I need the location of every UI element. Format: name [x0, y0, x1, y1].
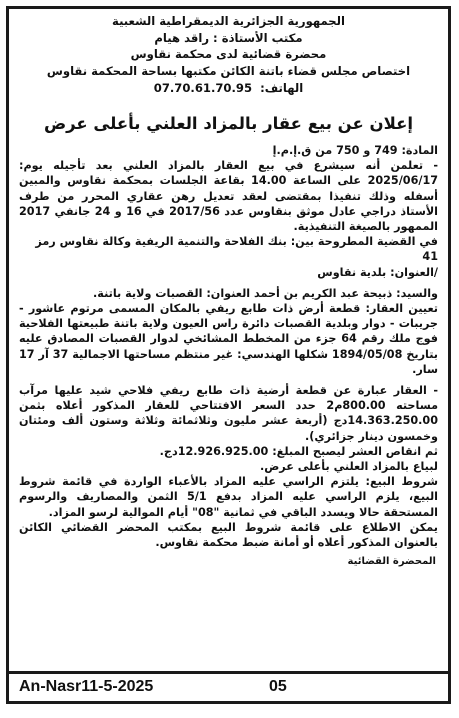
header-jurisdiction: اختصاص مجلس قضاء باتنة الكائن مكتبها بساحة المحكمة نقاوس	[46, 63, 411, 78]
announcement-body	[9, 9, 448, 569]
announcement-page	[6, 6, 451, 704]
property-description: تعيين العقار: قطعة أرض ذات طابع ريفي بالمكان المسمى مرتوم عاشور - جريبات - دوار وبلدية القصبات دائرة راس العيون ولاية باتنة طبيعتها الفلاحية فوج ملك رقم 64 جزء من المخطط المشائخي لدوار القصبات المصادق عليه بتاريخ 1894/05/08 شكلها الهندسي: غير منتظم مساحتها الاجمالية 37 آر 17 سار.	[19, 302, 438, 376]
header-bailiff: محضرة قضائية لدى محكمة نقاوس	[130, 47, 327, 62]
page-number: 05	[269, 678, 287, 695]
signature: المحضرة القضائية	[347, 556, 436, 568]
sale-mode-line: لبياع بالمزاد العلني بأعلى عرض.	[259, 460, 438, 474]
header-office: مكتب الأستاذة : راقد هيام	[154, 30, 303, 45]
phone-number: 07.70.61.70.95	[153, 81, 253, 96]
case-parties: في القضية المطروحة بين: بنك الفلاحة والتنمية الريفية وكالة نقاوس رمز 41	[35, 235, 438, 264]
header-phone	[19, 80, 438, 97]
phone-label: الهاتف:	[260, 81, 304, 96]
defendant-line: والسيد: ذبيحة عبد الكريم بن أحمد العنوان: القصبات ولاية باتنة.	[93, 286, 438, 300]
reduced-price-line: ثم انقاص العشر ليصبح المبلغ: 12.926.925.00دج.	[159, 444, 438, 458]
publication-date: An-Nasr11-5-2025	[19, 678, 154, 695]
legal-articles: المادة: 749 و 750 من ق.إ.م.إ	[272, 143, 438, 157]
announcement-title: إعلان عن بيع عقار بالمزاد العلني بأعلى عرض	[43, 113, 414, 133]
plaintiff-address: /العنوان: بلدية نقاوس	[317, 265, 438, 279]
consultation-note: يمكن الاطلاع على قائمة شروط البيع بمكتب المحضر القضائي الكائن بالعنوان المذكور أعلاه أو أمانة ضبط محكمة نقاوس.	[19, 520, 438, 550]
footer-bar	[9, 671, 448, 701]
opening-price-paragraph: - العقار عبارة عن قطعة أرضية ذات طابع ريفي فلاحي شيد عليها مرآب مساحته 800.00م2 حدد السعر الافتتاحي للعقار المذكور أعلاه بثمن 14.363.250.00دج (أربعة عشر مليون وثلاثمائة وثلاثة وستون ألف ومئتان وخمسون دينار جزائري).	[19, 384, 438, 443]
sale-conditions: شروط البيع: يلتزم الراسي عليه المزاد بالأعباء الواردة في قائمة شروط البيع، يلزم الراسي عليه المزاد بدفع 5/1 الثمن والمصاريف والرسوم المستحقة حالا ويسدد الباقي في ثمانية "08" أيام الموالية لرسو المزاد.	[19, 475, 438, 519]
sale-notice-paragraph: - تعلمن أنه سيشرع في بيع العقار بالمزاد العلني بعد تأجيله يوم: 2025/06/17 على الساعة 14.00 بقاعة الجلسات بمحكمة نقاوس والمبين أسفله وذلك تنفيذا بمقتضى لعقد تعديل رهن عقاري المحرر من طرف الأستاذ دراجي عادل موثق بنقاوس عدد 2017/56 في 16 و 24 جانفي 2017 الممهور بالصيغة التنفيذية.	[19, 159, 439, 233]
header-republic: الجمهورية الجزائرية الديمقراطية الشعبية	[112, 14, 345, 28]
